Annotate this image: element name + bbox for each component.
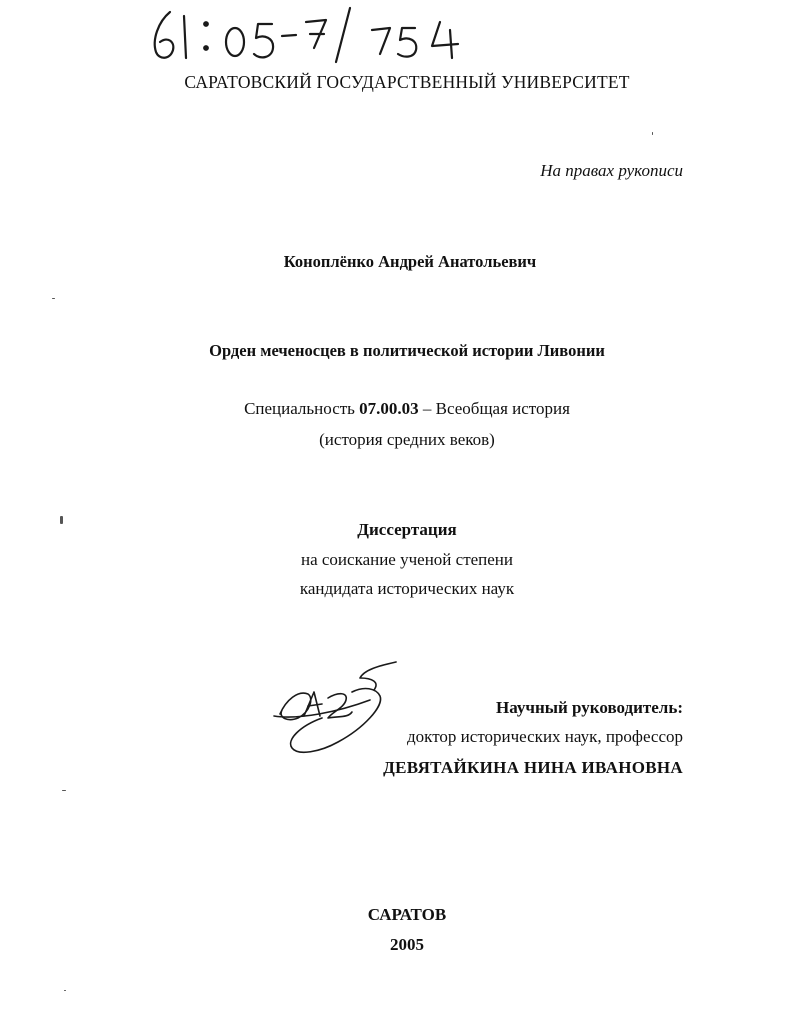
university-name: САРАТОВСКИЙ ГОСУДАРСТВЕННЫЙ УНИВЕРСИТЕТ <box>184 72 630 92</box>
supervisor-signature <box>268 656 408 761</box>
specialty-code: 07.00.03 <box>359 399 419 418</box>
scan-speck <box>60 516 63 524</box>
city: САРАТОВ <box>367 905 447 924</box>
supervisor-degree: доктор исторических наук, профессор <box>407 727 683 746</box>
dissertation-heading: Диссертация <box>357 520 457 539</box>
scan-speck <box>64 990 66 991</box>
specialty-suffix: – Всеобщая история <box>418 399 570 418</box>
scan-speck <box>52 298 55 299</box>
specialty-line <box>0 399 795 419</box>
supervisor-name: ДЕВЯТАЙКИНА НИНА ИВАНОВНА <box>383 758 683 777</box>
specialty-prefix: Специальность <box>244 399 360 418</box>
handwritten-archive-number <box>140 0 480 70</box>
supervisor-heading: Научный руководитель: <box>496 698 683 717</box>
specialty-subline: (история средних веков) <box>319 430 495 449</box>
scan-speck <box>62 790 66 791</box>
author-name: Коноплёнко Андрей Анатольевич <box>283 252 537 271</box>
manuscript-rights-note: На правах рукописи <box>540 161 683 180</box>
scan-speck <box>652 132 653 135</box>
dissertation-purpose-line2: кандидата исторических наук <box>299 579 515 598</box>
dissertation-purpose-line1: на соискание ученой степени <box>300 550 514 569</box>
dissertation-title: Орден меченосцев в политической истории Ливонии <box>209 341 605 360</box>
year: 2005 <box>390 935 424 954</box>
